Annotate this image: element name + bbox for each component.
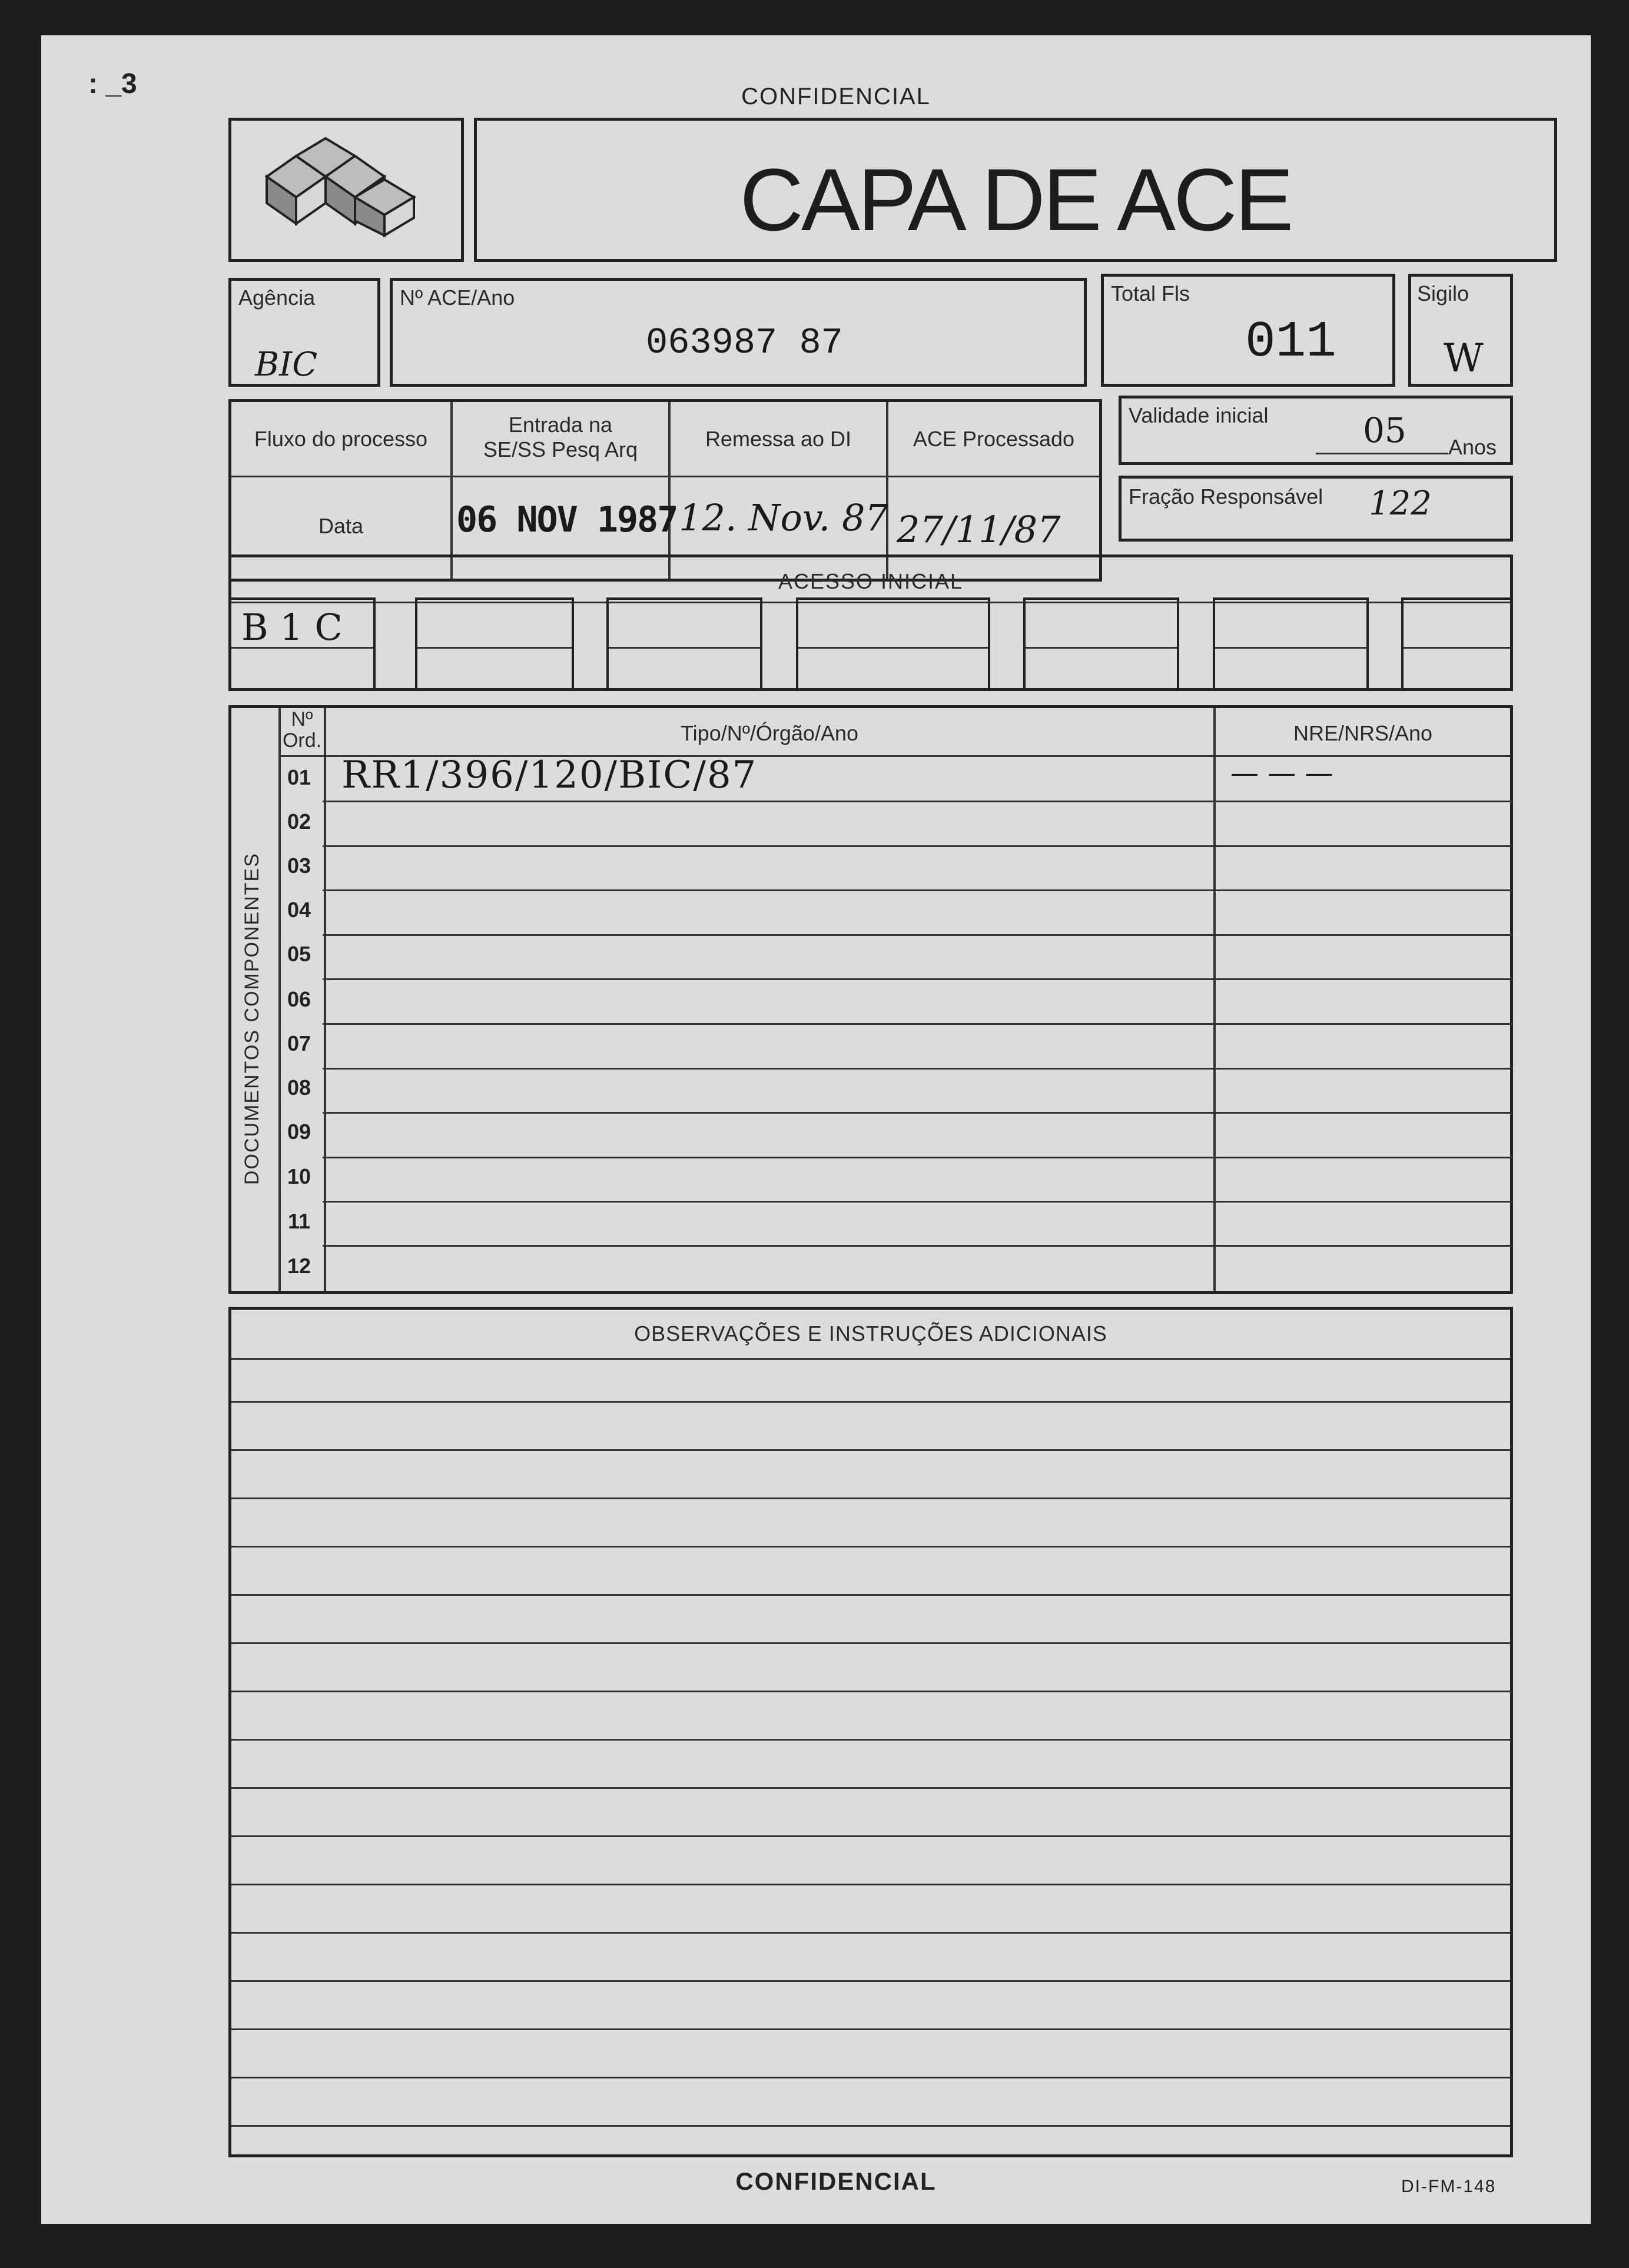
total-fls-label: Total Fls (1111, 281, 1190, 306)
row-ord: 09 (287, 1120, 311, 1144)
margin-mark: : _3 (88, 68, 137, 99)
processado-label: ACE Processado (913, 427, 1075, 451)
sigilo-label: Sigilo (1417, 281, 1469, 306)
validade-value: 05 (1363, 410, 1406, 450)
row-ord: 01 (287, 765, 311, 789)
confidential-bottom: CONFIDENCIAL (735, 2167, 937, 2195)
form-sheet (41, 35, 1591, 2224)
acesso-cell-2 (415, 597, 574, 691)
row-ord: 04 (287, 898, 311, 922)
page-title: CAPA DE ACE (739, 150, 1292, 249)
acesso-cell-3 (606, 597, 762, 691)
entrada-label-1: Entrada na (508, 413, 613, 437)
col-tipo-label: Tipo/Nº/Órgão/Ano (681, 721, 858, 745)
acesso-inicial-title: ACESSO INICIAL (778, 569, 964, 593)
acesso-cell-1 (228, 597, 376, 691)
validade-field (1119, 396, 1513, 465)
row-nre: — — — (1230, 756, 1333, 789)
row-ord: 06 (287, 987, 311, 1011)
agencia-field (228, 278, 380, 387)
ace-ano-value: 063987 87 (646, 322, 843, 364)
validade-label: Validade inicial (1129, 403, 1269, 427)
ace-ano-field (390, 278, 1087, 387)
fracao-value: 122 (1369, 484, 1432, 523)
logo-box (228, 118, 464, 262)
row-ord: 08 (287, 1075, 311, 1100)
entrada-value: 06 NOV 1987 (456, 499, 678, 540)
col-ord-label-2: Ord. (282, 729, 322, 752)
form-code: DI-FM-148 (1401, 2177, 1497, 2196)
remessa-label: Remessa ao DI (705, 427, 852, 451)
row-ord: 02 (287, 809, 311, 834)
total-fls-field (1101, 274, 1395, 387)
observacoes-title: OBSERVAÇÕES E INSTRUÇÕES ADICIONAIS (634, 1321, 1107, 1346)
acesso-cell-4 (796, 597, 990, 691)
layered-cubes-logo-icon (231, 121, 461, 259)
row-ord: 03 (287, 854, 311, 878)
col-nre-label: NRE/NRS/Ano (1293, 721, 1433, 745)
agencia-label: Agência (238, 285, 316, 310)
row-ord: 10 (287, 1164, 311, 1188)
row-ord: 12 (287, 1254, 311, 1278)
processado-value: 27/11/87 (897, 508, 1061, 551)
acesso-cell-7 (1401, 597, 1513, 691)
col-ord-label-1: Nº (291, 708, 313, 730)
row-ord: 07 (287, 1031, 311, 1055)
remessa-value: 12. Nov. 87 (679, 496, 888, 539)
sigilo-field (1408, 274, 1513, 387)
sigilo-value: W (1444, 336, 1484, 381)
validade-unit: Anos (1448, 435, 1497, 459)
title-box (474, 118, 1557, 262)
row-tipo: RR1/396/120/BIC/87 (341, 753, 758, 797)
agencia-value: BIC (255, 346, 318, 384)
documentos-side-label: DOCUMENTOS COMPONENTES (241, 852, 263, 1185)
acesso-cell-5 (1023, 597, 1179, 691)
ace-ano-label: Nº ACE/Ano (400, 285, 515, 310)
row-ord: 11 (287, 1209, 311, 1233)
fracao-field (1119, 476, 1513, 542)
entrada-label-2: SE/SS Pesq Arq (483, 437, 638, 461)
acesso-value-1: B 1 C (241, 606, 343, 649)
fluxo-label: Fluxo do processo (254, 427, 428, 451)
acesso-cell-6 (1213, 597, 1369, 691)
confidential-top: CONFIDENCIAL (741, 84, 931, 109)
fracao-label: Fração Responsável (1129, 484, 1323, 509)
fluxo-data-label: Data (318, 514, 364, 538)
total-fls-value: 011 (1245, 313, 1336, 371)
row-ord: 05 (287, 942, 311, 966)
